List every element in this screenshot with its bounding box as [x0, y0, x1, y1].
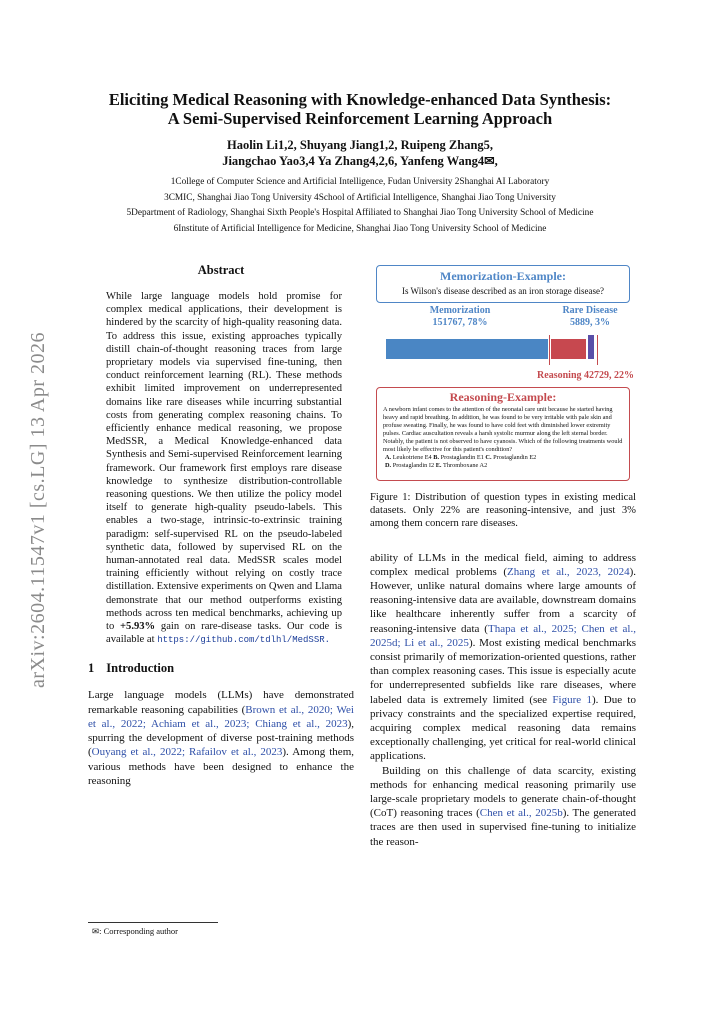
affiliation-line: 3CMIC, Shanghai Jiao Tong University 4School of Artificial Intelligence, Shanghai Jiao Tong University — [164, 192, 556, 203]
abstract-heading: Abstract — [197, 263, 245, 277]
footnote-rule — [88, 922, 218, 923]
text-run: ). Due to privacy constraints and the specialized expertise required, acquiring complex medical reasoning data remains exceptionally challenging, yet critical for real-world clinical applications. — [370, 693, 636, 763]
reasoning-example-box — [376, 387, 630, 481]
text-run: ). However, unlike natural domains where large amounts of reasoning-intensive data are available, downstream domains like healthcare inherently suffer from a scarcity of reasoning-intensive data ( — [370, 565, 636, 635]
figure-reference-link[interactable]: Figure 1 — [552, 693, 592, 706]
intro-paragraph — [88, 688, 354, 787]
right-paragraph-1 — [370, 551, 636, 764]
text-run: ). Among them, various methods have been designed to enhance the reasoning — [88, 746, 354, 787]
bar-reasoning — [551, 339, 585, 359]
reasoning-example-title: Reasoning-Example: — [449, 390, 557, 404]
citation-link[interactable]: Brown et al., 2020; Wei et al., 2022; Achiam et al., 2023; Chiang et al., 2023 — [88, 703, 354, 730]
option-c: Prostaglandin E2 — [493, 454, 537, 461]
bar-memorization — [386, 339, 548, 359]
text-run: ). Most existing medical benchmarks consist primarily of memorization-oriented questions, rather than complex reasoning cases. This issue is especially acute for underrepresented subfields like rare diseases, where labeled data is extremely limited (see — [370, 636, 636, 706]
rare-disease-label-text: Rare Disease — [562, 305, 618, 316]
section-heading-introduction — [88, 661, 354, 676]
code-link[interactable]: https://github.com/tdlhl/MedSSR. — [157, 635, 331, 646]
option-b: Prostaglandin E1 — [440, 454, 484, 461]
text-run: Building on this challenge of data scarcity, existing methods for enhancing medical reasoning primarily use large-scale proprietary models to generate chain-of-thought (CoT) reasoning traces ( — [370, 764, 636, 820]
right-paragraph-2 — [370, 764, 636, 849]
answer-options: A. Leukotriene E4 B. Prostaglandin E1 C. Prostaglandin E2 D. Prostaglandin I2 E. Thromboxane A2 — [385, 454, 537, 469]
text-run: ability of LLMs in the medical field, aiming to address complex medical problems ( — [370, 551, 636, 578]
left-column — [88, 263, 354, 788]
arxiv-identifier: arXiv:2604.11547v1 [cs.LG] 13 Apr 2026 — [27, 332, 49, 688]
text-run: Large language models (LLMs) have demonstrated remarkable reasoning capabilities ( — [88, 689, 354, 716]
abstract-text-end: gain on rare-disease tasks. Our code is available at — [106, 621, 343, 646]
memorization-example-box — [376, 265, 630, 303]
citation-link[interactable]: Thapa et al., 2025; Chen et al., 2025d; Li et al., 2025 — [370, 622, 636, 649]
title-line-1: Eliciting Medical Reasoning with Knowledge-enhanced Data Synthesis: — [108, 90, 612, 109]
footnote: ✉: Corresponding author — [92, 926, 178, 936]
affiliation-line: 1College of Computer Science and Artificial Intelligence, Fudan University 2Shanghai AI Laboratory — [170, 177, 550, 187]
memorization-label-text: Memorization — [429, 305, 491, 316]
rare-disease-label — [552, 305, 628, 329]
author-list — [60, 137, 660, 169]
authors-line-1: Haolin Li1,2, Shuyang Jiang1,2, Ruipeng Zhang5, — [226, 138, 494, 152]
section-number: 1 — [88, 661, 95, 676]
authors-line-2: Jiangchao Yao3,4 Ya Zhang4,2,6, Yanfeng Wang4✉, — [222, 154, 498, 168]
memorization-example-question: Is Wilson's disease described as an iron storage disease? — [401, 286, 605, 296]
abstract-text: While large language models hold promise for complex medical applications, their development is hindered by the scarcity of high-quality reasoning data. To address this issue, existing approaches typically distill chain-of-thought reasoning traces from large proprietary models via supervised fine-tuning, then conduct reinforcement learning (RL). These methods exhibit limited improvement on underrepresented domains like rare diseases while incurring substantial costs from generating complex reasoning chains. To efficiently enhance medical reasoning, we propose MedSSR, a Medical Knowledge-enhanced data Synthesis and Semi-supervised Reinforcement learning framework. Our framework first employs rare disease knowledge to synthesize distribution-controllable reasoning questions. We then utilize the policy model itself to generate high-quality pseudo-labels. This enables a two-stage, intrinsic-to-extrinsic training paradigm: self-supervised RL on the pseudo-labeled synthetic data, followed by supervised RL on the human-annotated real data. MedSSR scales model training efficiently without relying on costly trace distillation. Extensive experiments on Qwen and Llama demonstrate that our method outperforms existing methods across ten medical benchmarks, achieving up to — [106, 291, 342, 633]
option-e: Thromboxane A2 — [442, 462, 488, 469]
bracket-right — [597, 335, 598, 365]
figure-caption: Figure 1: Distribution of question types in existing medical datasets. Only 22% are reasoning-intensive, and just 3% among them concern rare diseases. — [370, 492, 636, 530]
memorization-example-title: Memorization-Example: — [440, 269, 566, 283]
affiliations — [60, 175, 660, 237]
memorization-value-text: 151767, 78% — [432, 317, 488, 328]
affiliation-line: 5Department of Radiology, Shanghai Sixth People's Hospital Affiliated to Shanghai Jiao Tong University School of Medicine — [126, 208, 594, 218]
title-line-2: A Semi-Supervised Reinforcement Learning Approach — [167, 109, 553, 128]
rare-disease-value-text: 5889, 3% — [570, 317, 610, 328]
bracket-left — [549, 335, 550, 365]
option-d: Prostaglandin I2 — [392, 462, 435, 469]
text-run: ). The generated traces are then used in supervised fine-tuning to initialize the reason- — [370, 807, 636, 848]
affiliation-line: 6Institute of Artificial Intelligence for Medicine, Shanghai Jiao Tong University School of Medicine — [173, 223, 547, 234]
text-run: ), spurring the development of diverse post-training methods ( — [88, 717, 354, 759]
paper-title — [60, 90, 660, 128]
figure-1 — [370, 263, 636, 483]
section-title: Introduction — [106, 661, 175, 676]
right-column — [370, 263, 636, 849]
citation-link[interactable]: Ouyang et al., 2022; Rafailov et al., 2023 — [91, 746, 283, 759]
abstract-body — [88, 290, 354, 647]
reasoning-label: Reasoning 42729, 22% — [537, 370, 634, 381]
citation-link[interactable]: Chen et al., 2025b — [479, 807, 563, 820]
citation-link[interactable]: Zhang et al., 2023, 2024 — [507, 565, 630, 578]
reasoning-example-text: A newborn infant comes to the attention of the neonatal care unit because he started having heavy and rapid breathing. In addition, he was found to be very irritable with pale skin and profuse sweating. Finally, he was found to have cold feet with diminished lower extremity pulses. Cardiac auscultation reveals a harsh systolic murmur along the left sternal border. Notably, the patient is not observed to have cyanosis. Which of the following treatments would most likely be effective for this patient's condition? — [383, 406, 623, 453]
bar-rare-disease — [588, 335, 594, 359]
memorization-label — [410, 305, 510, 329]
abstract-gain: +5.93% — [119, 621, 156, 633]
option-a: Leukotriene E4 — [392, 454, 432, 461]
